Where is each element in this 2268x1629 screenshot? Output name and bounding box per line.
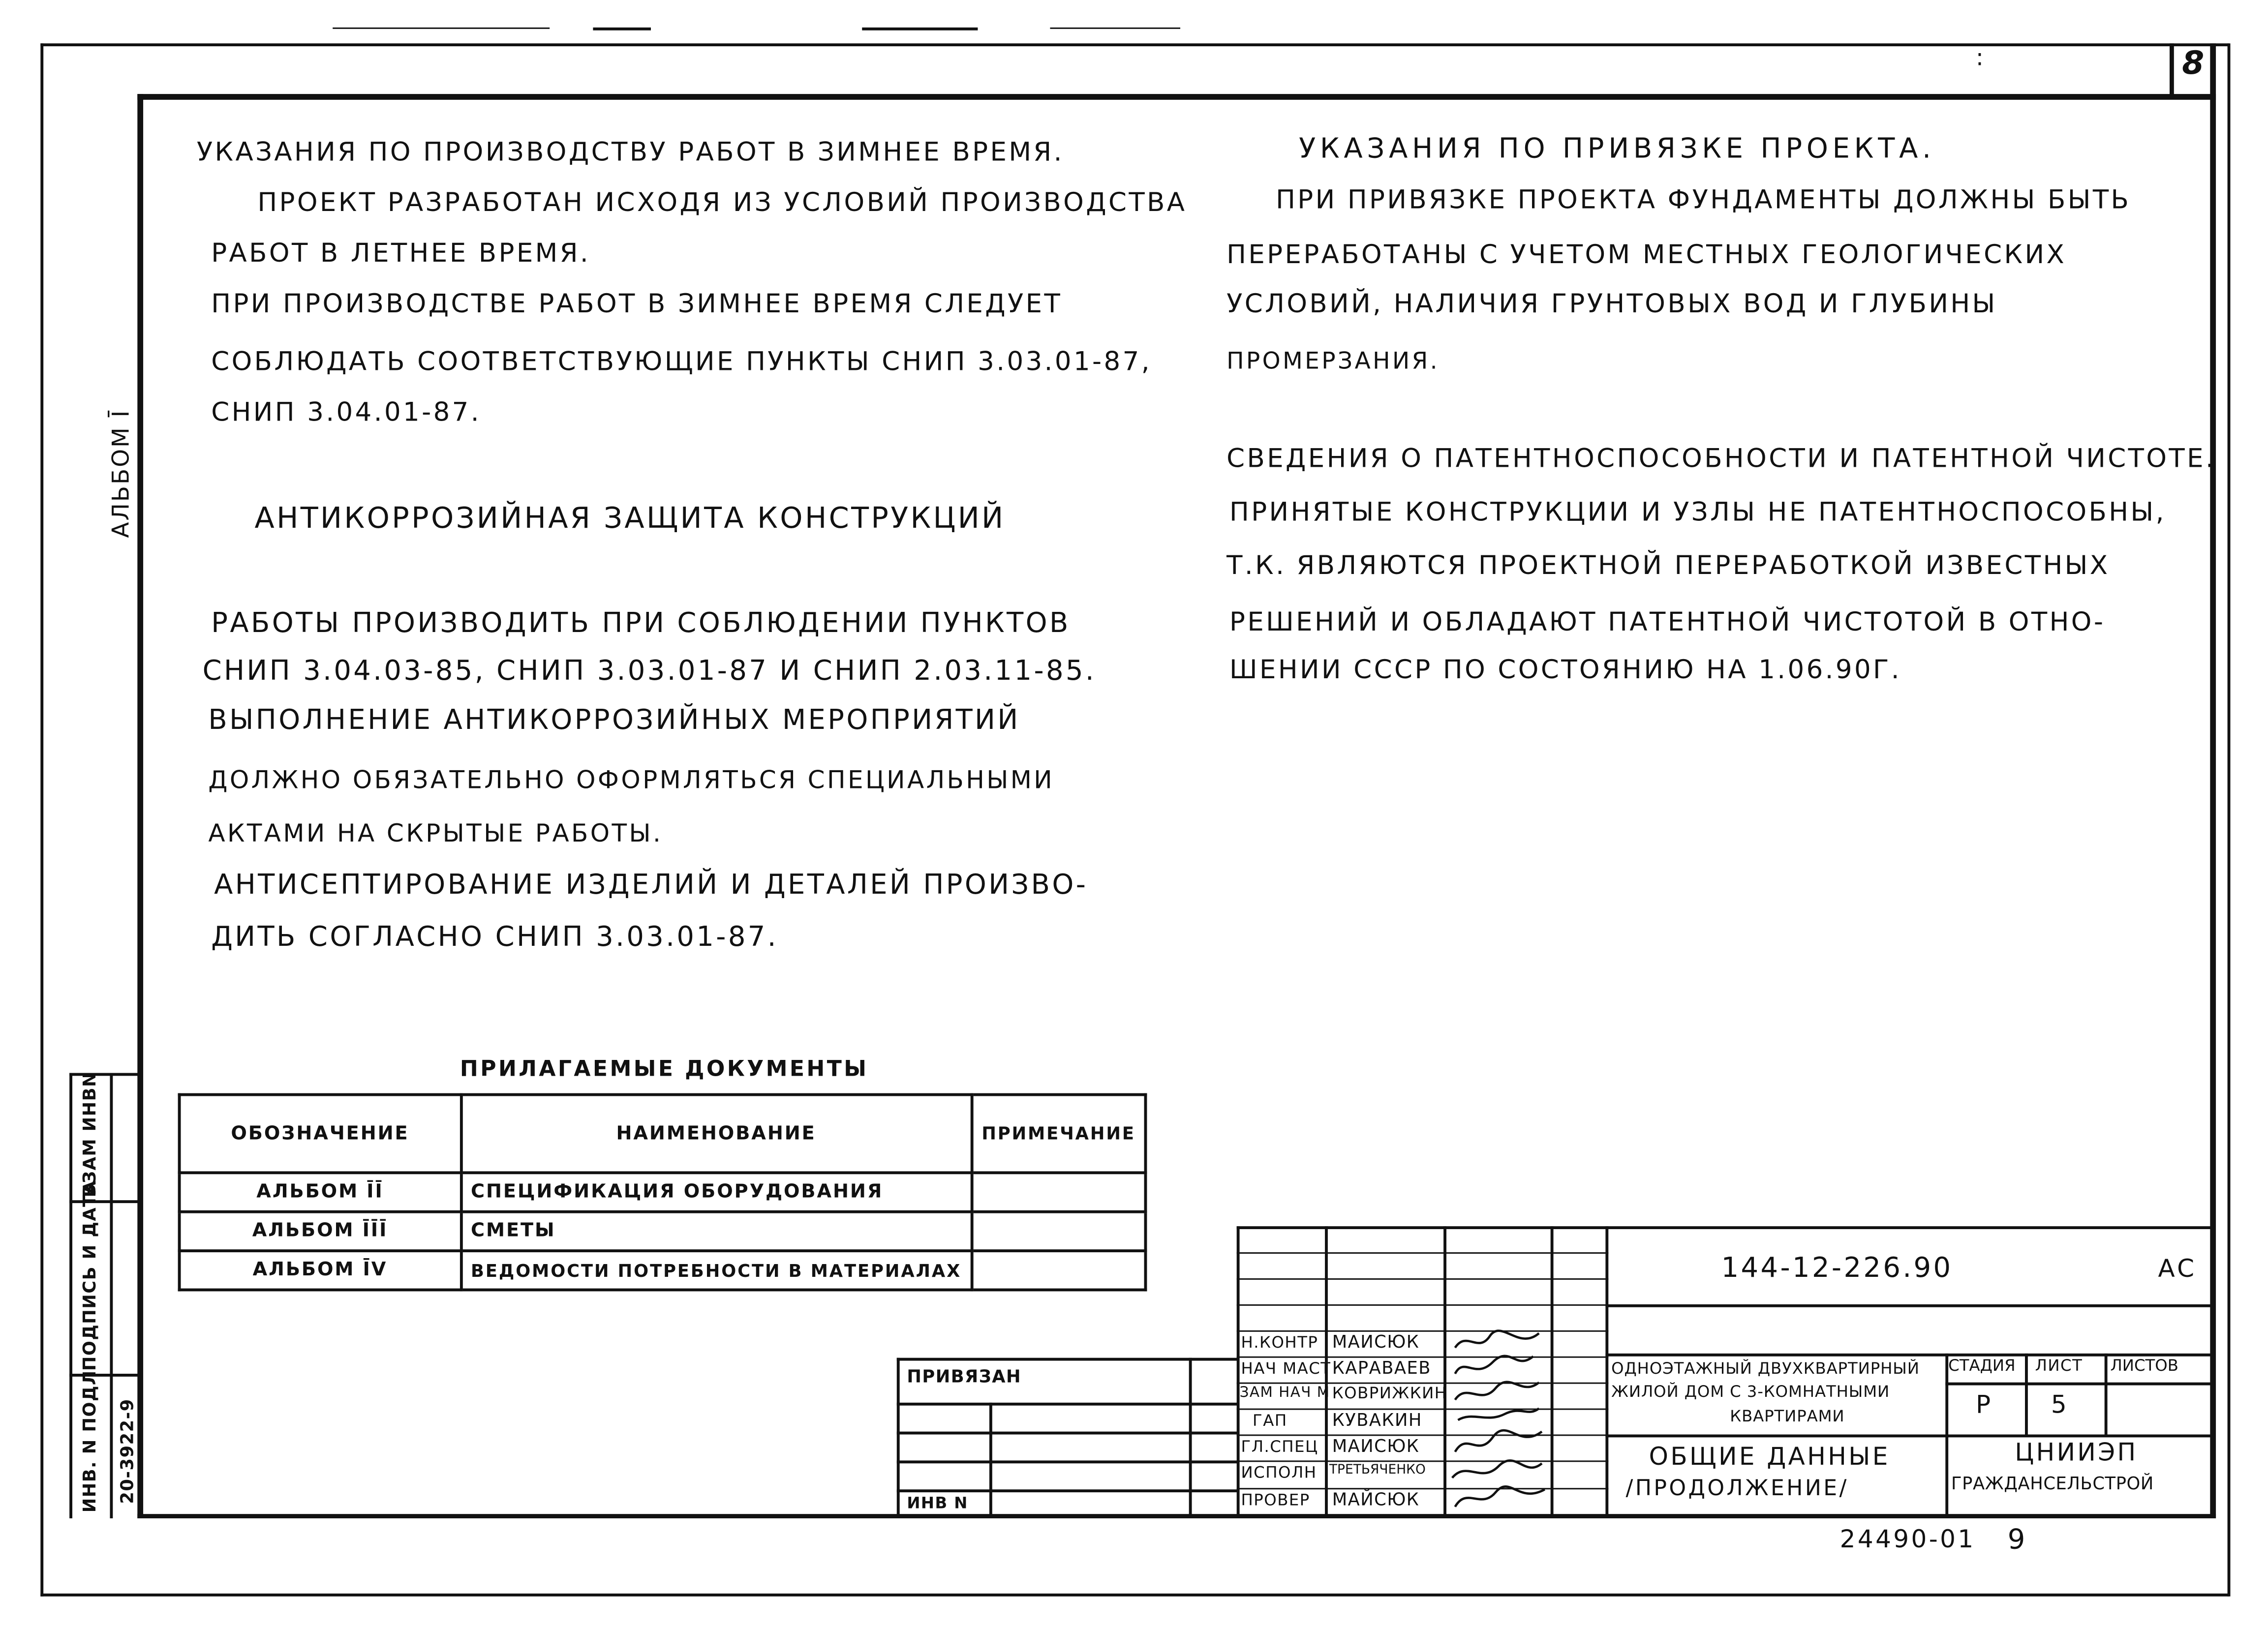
role-label: ГЛ.СПЕЦ — [1241, 1437, 1318, 1456]
role-label: НАЧ МАСТ — [1241, 1359, 1331, 1378]
margin-stamp-box-left — [69, 1073, 72, 1518]
person-name: МАИСЮК — [1332, 1331, 1420, 1352]
inner-frame-left — [137, 94, 143, 1518]
stage-value: Р — [1976, 1391, 1993, 1420]
corrosion-line-3: ВЫПОЛНЕНИЕ АНТИКОРРОЗИЙНЫХ МЕРОПРИЯТИЙ — [208, 704, 1020, 736]
doc-note — [972, 1173, 1146, 1211]
doc-note — [972, 1212, 1146, 1251]
winter-line-5: СНИП 3.04.01-87. — [211, 397, 482, 428]
margin-stamp-signature-date: ПОДПИСЬ И ДАТА — [79, 1180, 100, 1371]
margin-stamp-orig-inv: ИНВ. N ПОДЛ — [79, 1370, 100, 1513]
corrosion-line-7: ДИТЬ СОГЛАСНО СНИП 3.03.01-87. — [211, 921, 778, 953]
binding-line-2: ПЕРЕРАБОТАНЫ С УЧЕТОМ МЕСТНЫХ ГЕОЛОГИЧЕСКИХ — [1226, 240, 2067, 271]
album-label: АЛЬБОМ Ī — [107, 409, 135, 538]
docs-header-name: НАИМЕНОВАНИЕ — [460, 1095, 971, 1173]
signature-marks — [1446, 1327, 1551, 1515]
doc-name: ВЕДОМОСТИ ПОТРЕБНОСТИ В МАТЕРИАЛАХ — [460, 1251, 971, 1290]
margin-stamp-replace-inv: ВЗАМ ИНВN — [79, 1071, 100, 1198]
document-mark: АС — [2158, 1255, 2197, 1284]
organization-line-1: ЦНИИЭП — [2015, 1439, 2138, 1468]
margin-stamp-box-mid — [110, 1073, 113, 1518]
sheet-number: 8 — [2182, 46, 2207, 83]
sheet-title-line-2: /ПРОДОЛЖЕНИЕ/ — [1625, 1475, 1849, 1501]
margin-inv-number: 20-3922-9 — [117, 1398, 138, 1504]
docs-header-note: ПРИМЕЧАНИЕ — [972, 1095, 1146, 1173]
outer-frame-left — [40, 43, 43, 1597]
patent-line-5: ШЕНИИ СССР ПО СОСТОЯНИЮ НА 1.06.90Г. — [1229, 655, 1901, 686]
doc-code: АЛЬБОМ ĪV — [180, 1251, 461, 1290]
document-code: 144-12-226.90 — [1721, 1252, 1953, 1284]
corrosion-line-4: ДОЛЖНО ОБЯЗАТЕЛЬНО ОФОРМЛЯТЬСЯ СПЕЦИАЛЬНЫМИ — [208, 766, 1055, 795]
person-name: КОВРИЖКИН — [1332, 1384, 1447, 1403]
stage-label: СТАДИЯ — [1948, 1356, 2016, 1375]
role-label: ГАП — [1253, 1411, 1287, 1430]
scan-mark — [593, 28, 651, 30]
corrosion-line-1: РАБОТЫ ПРОИЗВОДИТЬ ПРИ СОБЛЮДЕНИИ ПУНКТОВ — [211, 607, 1071, 639]
doc-name: СПЕЦИФИКАЦИЯ ОБОРУДОВАНИЯ — [460, 1173, 971, 1211]
table-row — [180, 1251, 1146, 1290]
scan-mark — [862, 28, 978, 30]
doc-code: АЛЬБОМ ĪĪ — [180, 1173, 461, 1211]
corrosion-line-5: АКТАМИ НА СКРЫТЫЕ РАБОТЫ. — [208, 819, 663, 849]
footer-archive-code: 24490-01 — [1839, 1525, 1976, 1555]
doc-note — [972, 1251, 1146, 1290]
winter-works-title: УКАЗАНИЯ ПО ПРОИЗВОДСТВУ РАБОТ В ЗИМНЕЕ ВРЕМЯ. — [196, 137, 1064, 168]
person-name: МАЙСЮК — [1332, 1489, 1420, 1510]
binding-line-4: ПРОМЕРЗАНИЯ. — [1226, 347, 1440, 375]
person-name: КАРАВАЕВ — [1332, 1358, 1431, 1378]
binding-line-1: ПРИ ПРИВЯЗКЕ ПРОЕКТА ФУНДАМЕНТЫ ДОЛЖНЫ БЫТЬ — [1276, 185, 2131, 216]
role-label: ЗАМ НАЧ М — [1239, 1385, 1330, 1401]
project-name-line-3: КВАРТИРАМИ — [1730, 1407, 1845, 1426]
scan-mark — [1050, 28, 1180, 29]
doc-name: СМЕТЫ — [460, 1212, 971, 1251]
doc-code: АЛЬБОМ ĪĪĪ — [180, 1212, 461, 1251]
attached-docs-title: ПРИЛАГАЕМЫЕ ДОКУМЕНТЫ — [460, 1056, 869, 1082]
scan-mark: : — [1976, 43, 1984, 71]
person-name: КУВАКИН — [1332, 1410, 1422, 1430]
corrosion-line-6: АНТИСЕПТИРОВАНИЕ ИЗДЕЛИЙ И ДЕТАЛЕЙ ПРОИЗВО- — [214, 869, 1088, 901]
role-label: ИСПОЛН — [1241, 1463, 1317, 1482]
table-row — [180, 1212, 1146, 1251]
inner-frame-right — [2210, 43, 2216, 1518]
docs-header-code: ОБОЗНАЧЕНИЕ — [180, 1095, 461, 1173]
patent-line-1: СВЕДЕНИЯ О ПАТЕНТНОСПОСОБНОСТИ И ПАТЕНТНОЙ ЧИСТОТЕ. — [1226, 444, 2216, 475]
outer-frame-bottom — [40, 1594, 2229, 1597]
sheet-label: ЛИСТ — [2035, 1356, 2083, 1375]
binding-title: УКАЗАНИЯ ПО ПРИВЯЗКЕ ПРОЕКТА. — [1299, 133, 1935, 165]
project-name-line-2: ЖИЛОЙ ДОМ С 3-КОМНАТНЫМИ — [1611, 1382, 1890, 1401]
binding-line-3: УСЛОВИЙ, НАЛИЧИЯ ГРУНТОВЫХ ВОД И ГЛУБИНЫ — [1226, 289, 1997, 320]
patent-line-4: РЕШЕНИЙ И ОБЛАДАЮТ ПАТЕНТНОЙ ЧИСТОТОЙ В ОТНО- — [1229, 607, 2106, 638]
sheet-number-box-left — [2170, 43, 2174, 97]
project-name-line-1: ОДНОЭТАЖНЫЙ ДВУХКВАРТИРНЫЙ — [1611, 1359, 1920, 1378]
organization-line-2: ГРАЖДАНСЕЛЬСТРОЙ — [1951, 1473, 2154, 1494]
corrosion-line-2: СНИП 3.04.03-85, СНИП 3.03.01-87 И СНИП 2.03.11-85. — [202, 655, 1097, 687]
sheets-label: ЛИСТОВ — [2110, 1356, 2178, 1375]
person-name: МАИСЮК — [1332, 1436, 1420, 1456]
role-label: Н.КОНТР — [1241, 1333, 1318, 1352]
scan-mark — [333, 28, 550, 29]
person-name: ТРЕТЬЯЧЕНКО — [1329, 1463, 1426, 1478]
patent-line-2: ПРИНЯТЫЕ КОНСТРУКЦИИ И УЗЛЫ НЕ ПАТЕНТНОСПОСОБНЫ, — [1229, 497, 2166, 528]
corrosion-title: АНТИКОРРОЗИЙНАЯ ЗАЩИТА КОНСТРУКЦИЙ — [254, 500, 1006, 535]
bound-inv-label: ИНВ N — [907, 1494, 968, 1513]
footer-page-number: 9 — [2007, 1524, 2027, 1556]
patent-line-3: Т.К. ЯВЛЯЮТСЯ ПРОЕКТНОЙ ПЕРЕРАБОТКОЙ ИЗВЕСТНЫХ — [1226, 551, 2110, 581]
winter-line-4: СОБЛЮДАТЬ СООТВЕТСТВУЮЩИЕ ПУНКТЫ СНИП 3.03.01-87, — [211, 347, 1152, 378]
inner-frame-bottom — [137, 1514, 2216, 1518]
winter-line-2: РАБОТ В ЛЕТНЕЕ ВРЕМЯ. — [211, 239, 591, 269]
winter-line-1: ПРОЕКТ РАЗРАБОТАН ИСХОДЯ ИЗ УСЛОВИЙ ПРОИЗВОДСТВА — [257, 188, 1187, 218]
bound-label: ПРИВЯЗАН — [907, 1366, 1022, 1387]
sheet-title-line-1: ОБЩИЕ ДАННЫЕ — [1649, 1443, 1890, 1472]
table-row — [180, 1173, 1146, 1211]
outer-frame-top — [40, 43, 2229, 46]
attached-docs-table — [178, 1093, 1147, 1292]
role-label: ПРОВЕР — [1241, 1491, 1310, 1510]
winter-line-3: ПРИ ПРОИЗВОДСТВЕ РАБОТ В ЗИМНЕЕ ВРЕМЯ СЛЕДУЕТ — [211, 289, 1063, 320]
inner-frame-top — [137, 94, 2216, 100]
outer-frame-right — [2228, 43, 2231, 1597]
sheet-value: 5 — [2051, 1391, 2069, 1420]
